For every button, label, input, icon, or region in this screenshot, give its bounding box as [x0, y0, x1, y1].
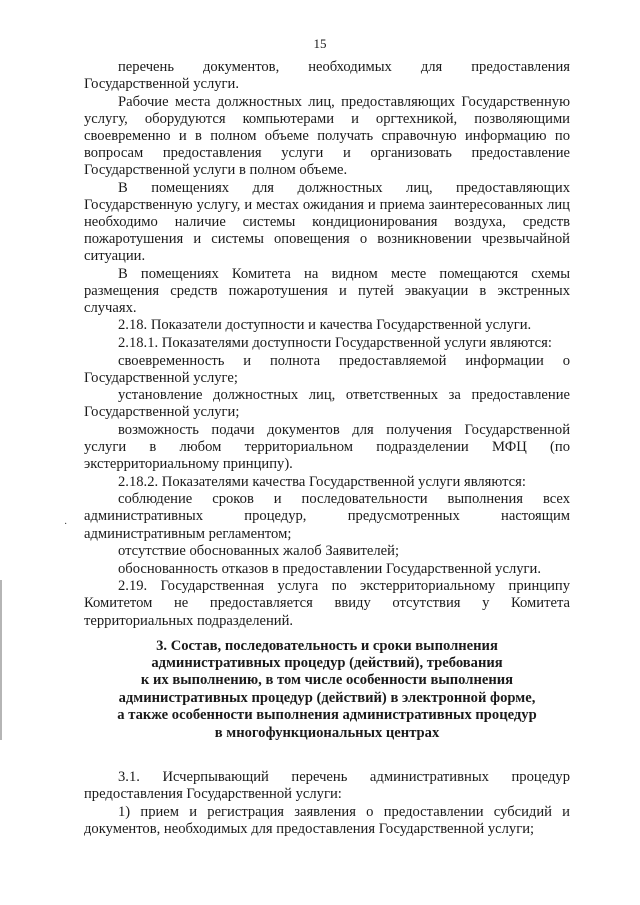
paragraph-refusal-validity: обоснованность отказов в предоставлении Государственной услуги. — [118, 560, 541, 577]
paragraph-no-complaints: отсутствие обоснованных жалоб Заявителей; — [118, 543, 400, 560]
paragraph-3-1: 3.1. Исчерпывающий перечень административных процедур предоставления Государственной услуги: — [84, 769, 570, 803]
page-number: 15 — [313, 36, 327, 51]
paragraph-2-18-1: 2.18.1. Показателями доступности Государственной услуги являются: — [118, 335, 552, 351]
section-title-line: административных процедур (действий) в электронной форме, — [118, 689, 536, 706]
section-3-title — [84, 638, 570, 742]
document-body — [84, 59, 570, 838]
section-title-line: а также особенности выполнения административных процедур — [117, 707, 537, 724]
paragraph-workplaces: Рабочие места должностных лиц, предоставляющих Государственную услугу, оборудуются компьютерами и оргтехникой, позволяющими своевременно и в полном объеме получать справочную информацию по вопросам предоставления услуги и организовать предоставление Государственной услуги в полном объеме. — [84, 93, 570, 179]
paragraph-procedure-1: 1) прием и регистрация заявления о предоставлении субсидий и документов, необходимых для предоставления Государственной услуги; — [84, 803, 570, 837]
margin-mark: · — [64, 519, 68, 530]
section-title-line: к их выполнению, в том числе особенности выполнения — [140, 672, 514, 689]
paragraph-documents-list: перечень документов, необходимых для предоставления Государственной услуги. — [84, 59, 570, 93]
paragraph-mfc-submission: возможность подачи документов для получения Государственной услуги в любом территориальном подразделении МФЦ (по экстерриториальному принципу). — [84, 421, 570, 473]
paragraph-evacuation-schemes: В помещениях Комитета на видном месте помещаются схемы размещения средств пожаротушения и путей эвакуации в экстренных случаях. — [84, 265, 570, 316]
paragraph-2-19: 2.19. Государственная услуга по экстерриториальному принципу Комитетом не предоставляется ввиду отсутствия у Комитета территориальных подразделений. — [84, 578, 570, 629]
spacer — [84, 742, 570, 769]
paragraph-2-18: 2.18. Показатели доступности и качества Государственной услуги. — [118, 317, 532, 334]
section-title-line: в многофункциональных центрах — [214, 724, 440, 741]
paragraph-2-18-2: 2.18.2. Показателями качества Государственной услуги являются: — [118, 473, 526, 490]
paragraph-premises-safety: В помещениях для должностных лиц, предоставляющих Государственную услугу, и местах ожидания и приема заинтересованных лиц необходимо наличие системы кондиционирования воздуха, средств пожаротушения и системы оповещения о возникновении чрезвычайной ситуации. — [84, 179, 570, 265]
section-title-line: 3. Состав, последовательность и сроки выполнения — [156, 637, 498, 654]
section-title-line: административных процедур (действий), требования — [151, 655, 503, 671]
paragraph-deadlines-compliance: соблюдение сроков и последовательности выполнения всех административных процедур, предусмотренных настоящим административным регламентом; — [84, 491, 570, 542]
scan-edge-artifact — [0, 580, 2, 740]
paragraph-timeliness: своевременность и полнота предоставляемой информации о Государственной услуге; — [84, 352, 570, 386]
paragraph-responsible-officials: установление должностных лиц, ответственных за предоставление Государственной услуги; — [84, 387, 570, 421]
